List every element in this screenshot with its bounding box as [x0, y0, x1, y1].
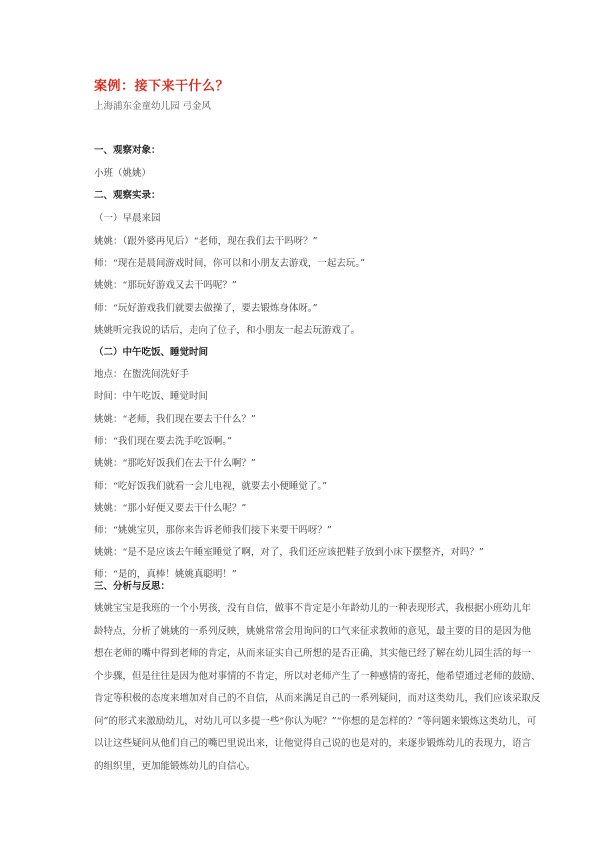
section-heading-observation-target: 一、观察对象：: [94, 145, 161, 156]
section-heading-observation-record: 二、观察实录：: [94, 190, 161, 201]
narrative-line: 姚姚听完我说的话后，走向了位子，和小朋友一起去玩游戏了。: [94, 325, 361, 336]
dialogue-line: 师：“玩好游戏我们就要去做操了，要去锻炼身体呀。”: [94, 303, 318, 314]
dialogue-line: 师：“吃好饭我们就看一会儿电视，就要去小便睡觉了。”: [94, 481, 327, 492]
section-heading-analysis: 三、分析与反思：: [94, 581, 171, 592]
paragraph-line: 以让这些疑问从他们自己的嘴巴里说出来，让他觉得自己说的也是对的，来逐步锻炼幼儿的表现力，语言: [94, 738, 532, 749]
dialogue-line: 师：“现在是晨间游戏时间，你可以和小朋友去游戏，一起去玩。”: [94, 258, 365, 269]
paragraph-line: 肯定等积极的态度来增加对自己的不自信，从而来满足自己的一系列疑问，而对这类幼儿，我们应该采取反: [94, 693, 541, 704]
paragraph-line: 问”的形式来激励幼儿，对幼儿可以多提一些“你认为呢？”“你想的是怎样的？”等问题来锻炼这类幼儿，可: [94, 715, 537, 727]
dialogue-line: 姚姚：“那小好便又要去干什么呢？”: [94, 503, 247, 514]
subsection-heading-noon: （二）中午吃饭、睡觉时间: [94, 347, 209, 358]
subsection-heading-morning: （一）早晨来园: [94, 213, 161, 224]
time-line: 时间：中午吃饭、睡觉时间: [94, 391, 209, 402]
dialogue-line: 姚姚：“那吃好饭我们在去干什么啊？”: [94, 458, 256, 469]
paragraph-line: 个步骤，但是往往是因为他对事情的不肯定，所以对老师产生了一种感情的寄托，他希望通过老师的鼓励、: [94, 670, 541, 682]
author-line: 上海浦东金童幼儿园 弓金风: [94, 101, 212, 112]
dialogue-line: 姚姚：（跟外婆再见后）“老师，现在我们去干吗呀？”: [94, 236, 318, 247]
observation-target-text: 小班（姚姚）: [94, 168, 152, 179]
analysis-paragraph: [94, 598, 541, 778]
dialogue-line: 姚姚：“那玩好游戏又去干吗呢？”: [94, 280, 237, 291]
document-title: 案例：接下来干什么？: [94, 79, 230, 94]
dialogue-line: 师：“是的，真棒！姚姚真聪明！”: [94, 569, 237, 580]
paragraph-line: 姚姚宝宝是我班的一个小男孩，没有自信，做事不肯定是小年龄幼儿的一种表现形式，我根据小班幼儿年: [94, 603, 532, 614]
dialogue-line: 姚姚：“老师，我们现在要去干什么？”: [94, 414, 256, 425]
place-line: 地点：在盥洗间洗好手: [94, 369, 190, 380]
dialogue-line: 师：“我们现在要去洗手吃饭啊。”: [94, 436, 232, 447]
paragraph-line: 想在老师的嘴中得到老师的肯定，从而来证实自己所想的是否正确，其实他已经了解在幼儿园生活的每一: [94, 648, 532, 659]
dialogue-line: 师：“姚姚宝贝，那你来告诉老师我们接下来要干吗呀？”: [94, 525, 332, 536]
dialogue-line: 姚姚：“是不是应该去午睡室睡觉了啊，对了，我们还应该把鞋子放到小床下摆整齐，对吗？”: [94, 547, 484, 558]
paragraph-line: 龄特点，分析了姚姚的一系列反映，姚姚常常会用询问的口气来征求教师的意见，最主要的目的是因为他: [94, 625, 532, 637]
paragraph-line: 的组织里，更加能锻炼幼儿的自信心。: [94, 760, 256, 772]
